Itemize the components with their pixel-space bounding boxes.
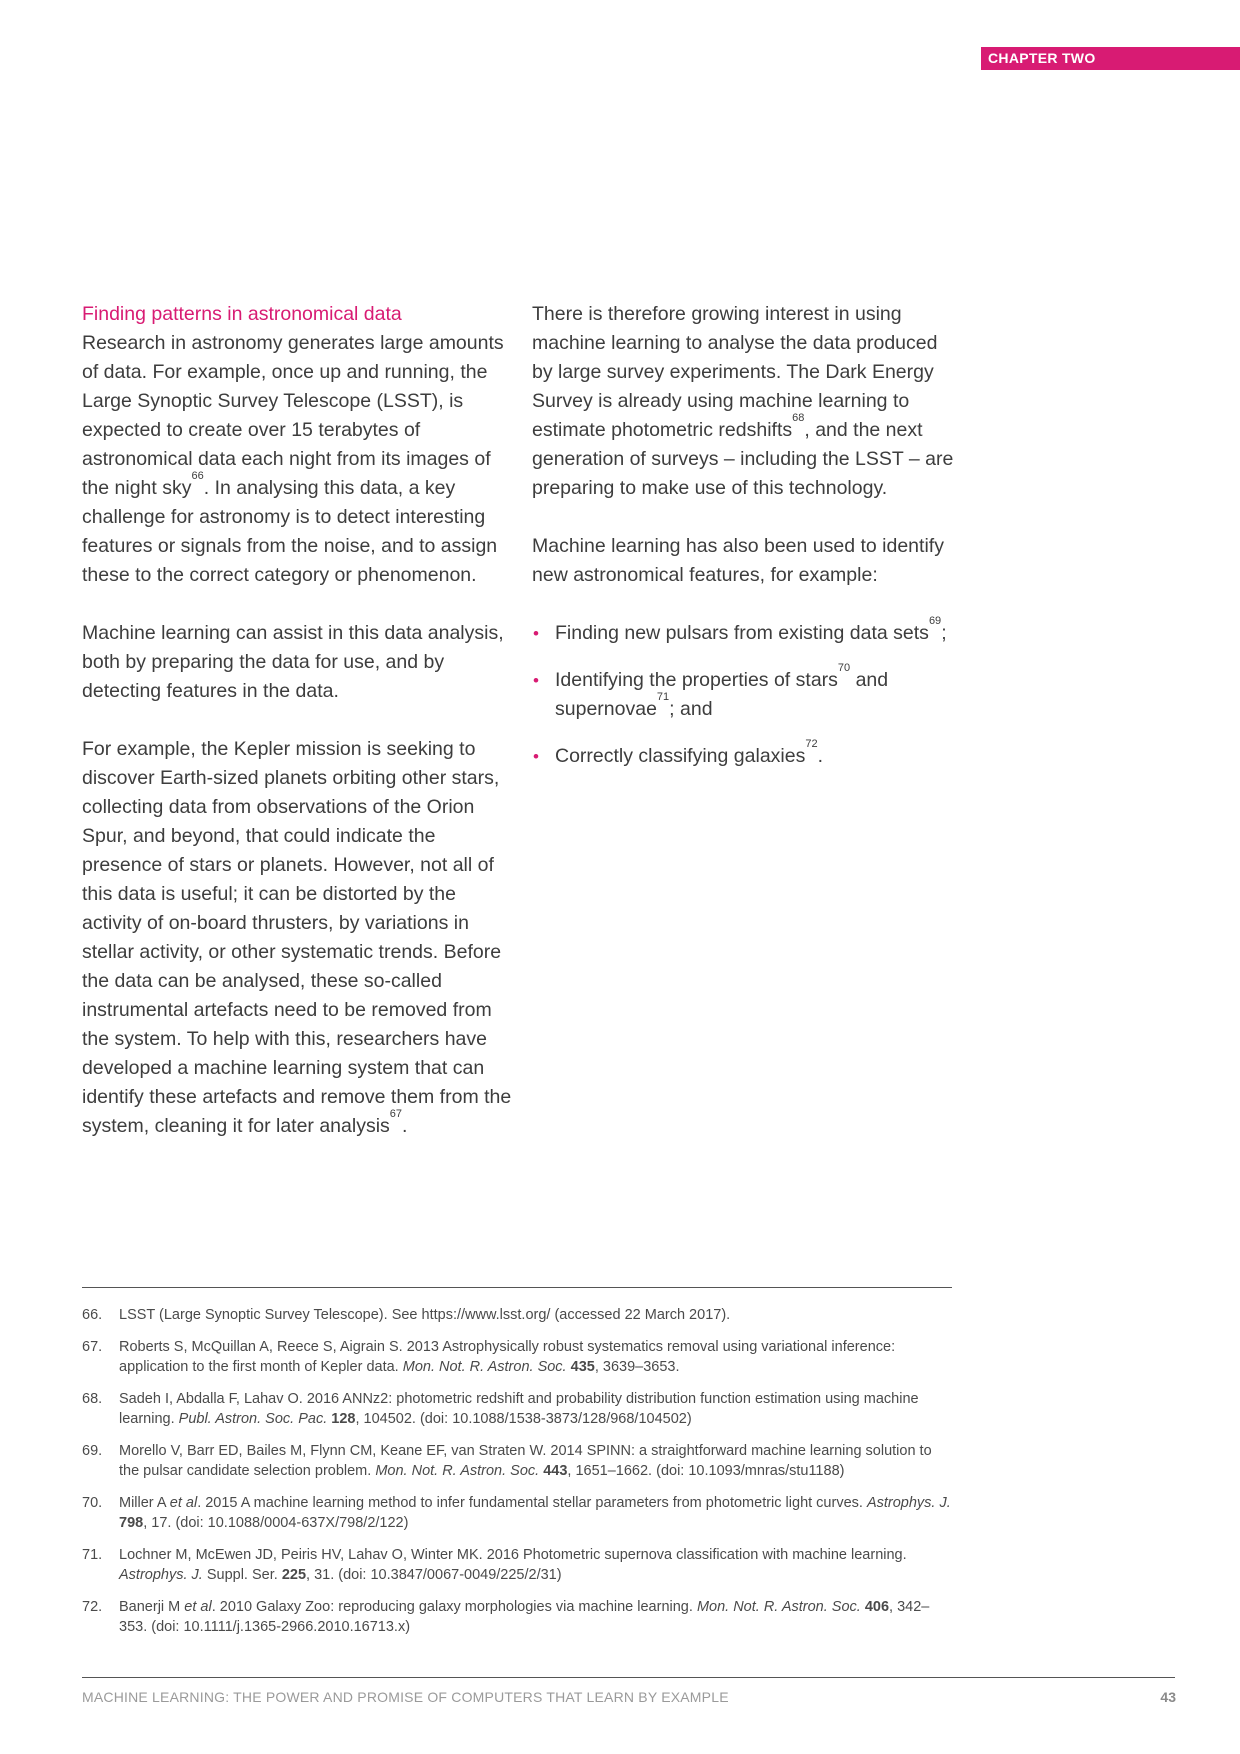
journal-name: Mon. Not. R. Astron. Soc. (402, 1359, 567, 1375)
list-item-text: and supernovae (555, 669, 889, 720)
footnote-divider (82, 1287, 952, 1288)
footnote-ref-68[interactable]: 68 (792, 412, 805, 424)
journal-volume: 443 (543, 1463, 568, 1479)
paragraph-new-features: Machine learning has also been used to identify new astronomical features, for example: (532, 535, 944, 586)
footnote-text (119, 1545, 954, 1585)
paragraph-survey (532, 300, 962, 503)
right-column (532, 300, 962, 789)
footnote-70 (82, 1493, 954, 1533)
journal-name: Mon. Not. R. Astron. Soc. (696, 1599, 861, 1615)
left-column (82, 300, 517, 1170)
et-al: et al (184, 1599, 212, 1615)
footer-divider (82, 1677, 1175, 1678)
citation-text: Banerji M (119, 1599, 185, 1615)
et-al: et al (169, 1495, 198, 1511)
journal-name: Mon. Not. R. Astron. Soc. (375, 1463, 540, 1479)
citation-text: Suppl. Ser. (202, 1567, 282, 1583)
list-item-text: Identifying the properties of stars (555, 669, 838, 691)
paragraph-text: There is therefore growing interest in using machine learning to analyse the data produced by large survey experiments. The Dark Energy Survey is already using machine learning to estimate photometric redshifts (532, 303, 938, 441)
footnote-67 (82, 1337, 954, 1377)
bullet-icon: • (533, 671, 539, 690)
journal-volume: 225 (281, 1567, 307, 1583)
footnote-number: 68. (82, 1391, 103, 1407)
paragraph-ml-assist: Machine learning can assist in this data analysis, both by preparing the data for use, and by detecting features in the data. (82, 622, 504, 702)
footnote-text (119, 1493, 954, 1533)
citation-text: , 104502. (doi: 10.1088/1538-3873/128/968/104502) (355, 1411, 692, 1427)
bullet-icon: • (533, 747, 539, 766)
citation-text: Roberts S, McQuillan A, Reece S, Aigrain S. 2013 Astrophysically robust systematics removal using variational inference: application to the first month of Kepler data. (119, 1339, 896, 1375)
list-item-text: Finding new pulsars from existing data sets (555, 622, 929, 644)
paragraph-lsst (82, 329, 517, 590)
footnote-number: 67. (82, 1339, 103, 1355)
footnote-number: 72. (82, 1599, 103, 1615)
chapter-label: CHAPTER TWO (981, 47, 1240, 70)
footnote-72 (82, 1597, 954, 1637)
citation-text: , 31. (doi: 10.3847/0067-0049/225/2/31) (306, 1567, 562, 1583)
footnote-ref-72[interactable]: 72 (805, 738, 818, 750)
citation-text: , 3639–3653. (594, 1359, 680, 1375)
footnote-69 (82, 1441, 954, 1481)
paragraph-text: . (402, 1115, 408, 1137)
citation-text: Sadeh I, Abdalla F, Lahav O. 2016 ANNz2: photometric redshift and probability distribution function estimation using machine learning. (119, 1391, 919, 1427)
list-item-pulsars (532, 615, 962, 648)
citation-text: , 1651–1662. (doi: 10.1093/mnras/stu1188) (567, 1463, 845, 1479)
page-number: 43 (1160, 1689, 1176, 1705)
bullet-icon: • (533, 624, 539, 643)
journal-volume: 406 (864, 1599, 890, 1615)
example-list (532, 615, 962, 771)
list-item-galaxies (532, 738, 962, 771)
section-heading: Finding patterns in astronomical data (82, 303, 402, 325)
footnote-71 (82, 1545, 954, 1585)
footnotes (82, 1305, 954, 1649)
footnote-ref-71[interactable]: 71 (656, 691, 670, 703)
footnote-ref-66[interactable]: 66 (191, 470, 204, 482)
footnote-text (119, 1389, 954, 1429)
list-item-text: . (817, 745, 824, 767)
journal-volume: 435 (570, 1359, 595, 1375)
citation-text: Lochner M, McEwen JD, Peiris HV, Lahav O, Winter MK. 2016 Photometric supernova classification with machine learning. (119, 1547, 907, 1563)
footnote-text (119, 1337, 954, 1377)
footnote-68 (82, 1389, 954, 1429)
journal-volume: 128 (331, 1411, 356, 1427)
citation-text: Miller A (119, 1495, 170, 1511)
footnote-66 (82, 1305, 954, 1325)
footnote-text (119, 1597, 954, 1637)
paragraph-text: For example, the Kepler mission is seeking to discover Earth-sized planets orbiting other stars, collecting data from observations of the Orion Spur, and beyond, that could indicate the presence of stars or planets. However, not all of this data is useful; it can be distorted by the activity of on-board thrusters, by variations in stellar activity, or other systematic trends. Before the data can be analysed, these so-called instrumental artefacts need to be removed from the system. To help with this, researchers have developed a machine learning system that can identify these artefacts and remove them from the system, cleaning it for later analysis (82, 738, 512, 1137)
footnote-text (119, 1441, 954, 1481)
paragraph-text: . In analysing this data, a key challenge for astronomy is to detect interesting features or signals from the noise, and to assign these to the correct category or phenomenon. (82, 477, 498, 586)
footnote-ref-67[interactable]: 67 (389, 1108, 403, 1120)
footnote-number: 70. (82, 1495, 103, 1511)
list-item-text: Correctly classifying galaxies (555, 745, 806, 767)
journal-name: Publ. Astron. Soc. Pac. (178, 1411, 328, 1427)
footer-title: MACHINE LEARNING: THE POWER AND PROMISE OF COMPUTERS THAT LEARN BY EXAMPLE (82, 1689, 729, 1705)
footnote-number: 66. (82, 1307, 103, 1323)
journal-name: Astrophys. J. (866, 1495, 951, 1511)
footnote-number: 69. (82, 1443, 103, 1459)
paragraph-text: Research in astronomy generates large amounts of data. For example, once up and running, the Large Synoptic Survey Telescope (LSST), is expected to create over 15 terabytes of astronomical data each night from its images of the night sky (82, 332, 504, 499)
citation-text: . 2015 A machine learning method to infer fundamental stellar parameters from photometric light curves. (197, 1495, 867, 1511)
footnote-text (119, 1305, 954, 1325)
footnote-ref-69[interactable]: 69 (928, 615, 942, 627)
journal-name: Astrophys. J. (119, 1567, 203, 1583)
citation-text: , 17. (doi: 10.1088/0004-637X/798/2/122) (143, 1515, 409, 1531)
footnote-ref-70[interactable]: 70 (837, 662, 851, 674)
footnote-number: 71. (82, 1547, 103, 1563)
list-item-text: ; and (669, 698, 713, 720)
citation-text: , 342–353. (doi: 10.1111/j.1365-2966.2010.16713.x) (119, 1599, 930, 1635)
list-item-stars (532, 662, 962, 724)
list-item-text: ; (941, 622, 947, 644)
paragraph-kepler (82, 735, 517, 1141)
paragraph-text: , and the next generation of surveys – including the LSST – are preparing to make use of this technology. (532, 419, 954, 499)
journal-volume: 798 (119, 1515, 144, 1531)
citation-text: LSST (Large Synoptic Survey Telescope). See https://www.lsst.org/ (accessed 22 March 2017). (119, 1307, 731, 1323)
citation-text: Morello V, Barr ED, Bailes M, Flynn CM, Keane EF, van Straten W. 2014 SPINN: a straightforward machine learning solution to the pulsar candidate selection problem. (119, 1443, 932, 1479)
citation-text: . 2010 Galaxy Zoo: reproducing galaxy morphologies via machine learning. (211, 1599, 697, 1615)
